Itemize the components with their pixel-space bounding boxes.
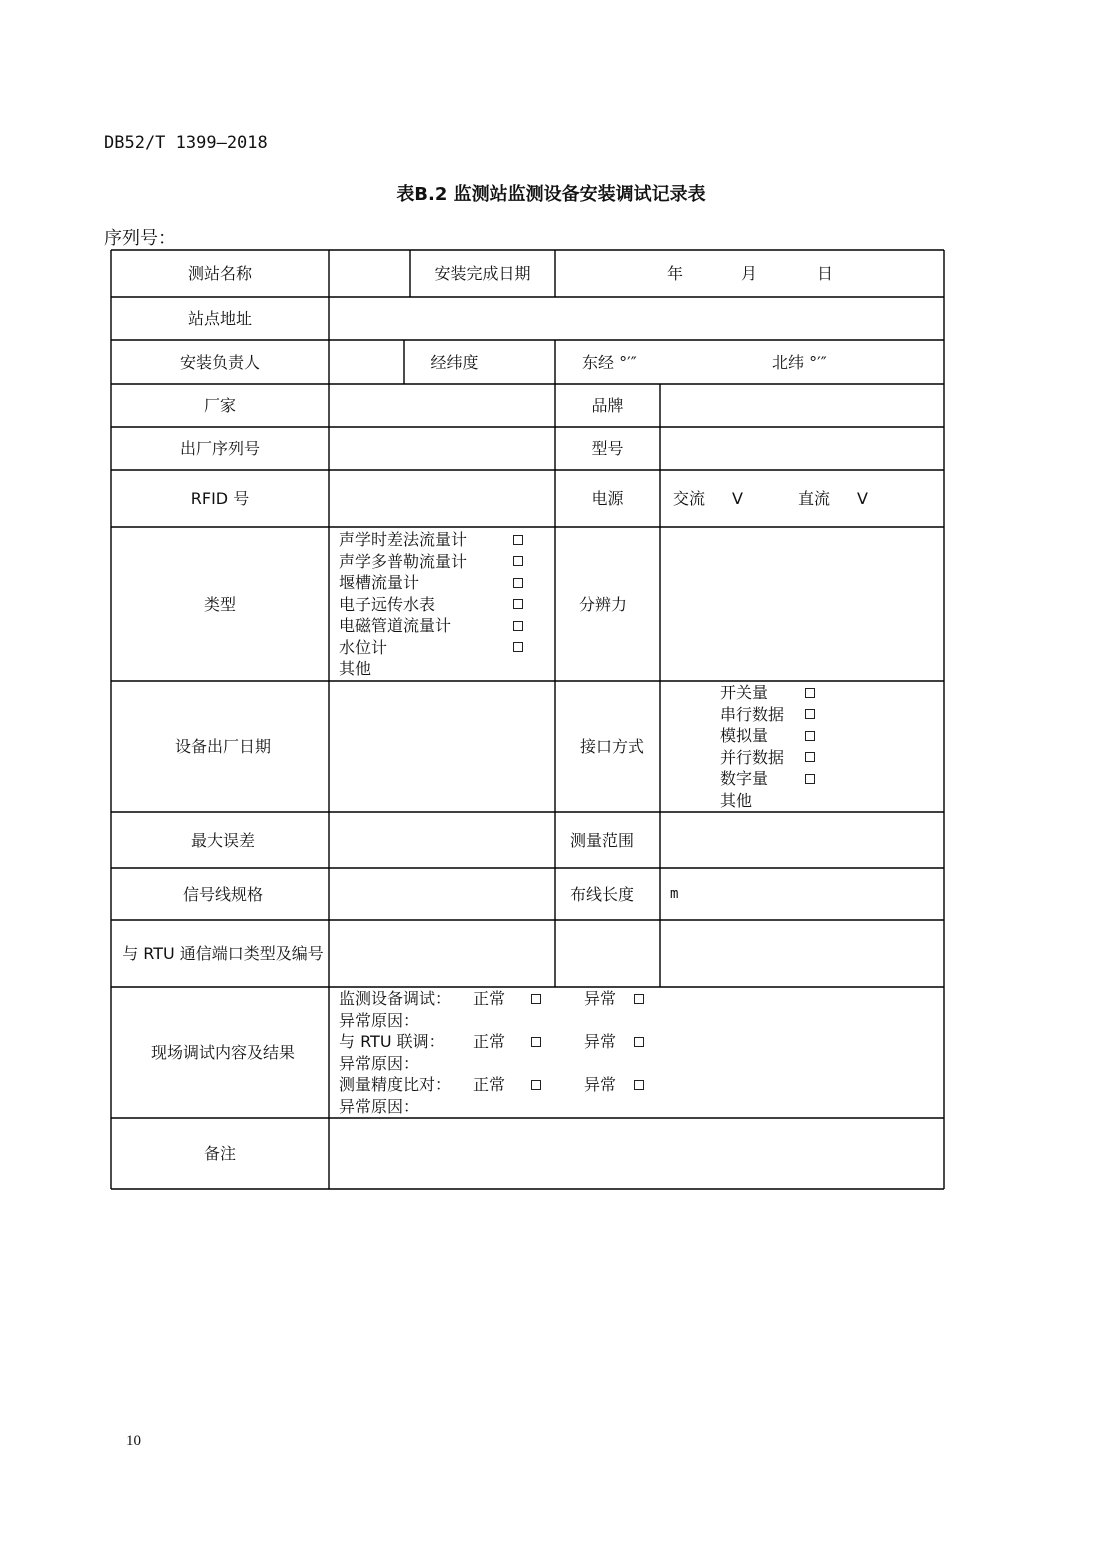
- option-label: 模拟量: [720, 726, 769, 746]
- checkbox[interactable]: [513, 535, 523, 545]
- east-longitude: 东经 °′″: [582, 352, 637, 372]
- option-label: 串行数据: [720, 704, 785, 724]
- page-number: 10: [126, 1433, 141, 1449]
- abnormal-checkbox[interactable]: [634, 1037, 644, 1047]
- measure-range-label: 测量范围: [569, 830, 634, 850]
- max-error-field[interactable]: [329, 812, 555, 868]
- checkbox[interactable]: [513, 556, 523, 566]
- station-name-label: 测站名称: [187, 264, 252, 283]
- option-label: 并行数据: [720, 747, 785, 767]
- option-label: 声学时差法流量计: [339, 530, 468, 549]
- type-option[interactable]: [339, 529, 523, 551]
- type-option[interactable]: [339, 550, 523, 572]
- interface-option[interactable]: [720, 682, 815, 704]
- wire-length-label: 布线长度: [569, 884, 634, 904]
- checkbox[interactable]: [513, 621, 523, 631]
- rtu-port-extra-field-2[interactable]: [660, 920, 944, 987]
- resolution-label: 分辨力: [578, 594, 627, 614]
- site-debug-label: 现场调试内容及结果: [150, 1043, 295, 1062]
- lat-lon-label: 经纬度: [430, 352, 479, 372]
- install-date-label: 安装完成日期: [434, 264, 531, 283]
- option-label: 开关量: [720, 683, 769, 703]
- interface-option[interactable]: [720, 704, 815, 726]
- type-option[interactable]: [339, 615, 523, 637]
- normal-checkbox[interactable]: [531, 1080, 541, 1090]
- debug-item-label: 测量精度比对：: [339, 1075, 452, 1095]
- resolution-field[interactable]: [660, 527, 944, 681]
- site-debug-results: [339, 987, 939, 1118]
- factory-date-label: 设备出厂日期: [174, 737, 271, 756]
- checkbox[interactable]: [513, 578, 523, 588]
- interface-label: 接口方式: [579, 737, 644, 756]
- standard-code: DB52/T 1399—2018: [104, 133, 268, 153]
- power-field[interactable]: [660, 470, 944, 527]
- serial-number-label: 序列号：: [104, 228, 176, 249]
- option-label: 电磁管道流量计: [339, 616, 452, 635]
- abnormal-reason-label: 异常原因：: [339, 1053, 420, 1073]
- option-label: 水位计: [339, 637, 388, 657]
- checkbox[interactable]: [513, 599, 523, 609]
- interface-option[interactable]: [720, 747, 815, 769]
- debug-item-accuracy: [339, 1074, 644, 1096]
- rfid-label: RFID 号: [190, 489, 250, 508]
- remarks-field[interactable]: [329, 1118, 944, 1189]
- option-label: 其他: [720, 790, 753, 810]
- max-error-label: 最大误差: [190, 830, 255, 850]
- type-option[interactable]: [339, 572, 523, 594]
- factory-serial-label: 出厂序列号: [179, 439, 260, 458]
- installer-label: 安装负责人: [179, 352, 260, 372]
- rtu-port-extra-field[interactable]: [555, 920, 660, 987]
- signal-spec-label: 信号线规格: [182, 884, 263, 904]
- factory-serial-field[interactable]: [329, 427, 555, 470]
- station-name-field[interactable]: [329, 250, 410, 297]
- debug-reason-row: [339, 1053, 419, 1075]
- normal-checkbox[interactable]: [531, 1037, 541, 1047]
- manufacturer-label: 厂家: [203, 396, 236, 415]
- measure-range-field[interactable]: [660, 812, 944, 868]
- rfid-field[interactable]: [329, 470, 555, 527]
- type-option-other[interactable]: [339, 658, 371, 680]
- abnormal-checkbox[interactable]: [634, 1080, 644, 1090]
- option-label: 声学多普勒流量计: [339, 551, 468, 571]
- ac-label: 交流: [673, 489, 706, 508]
- debug-reason-row: [339, 1096, 419, 1118]
- abnormal-label: 异常: [584, 989, 617, 1009]
- checkbox[interactable]: [513, 642, 523, 652]
- model-label: 型号: [591, 439, 624, 458]
- abnormal-label: 异常: [584, 1075, 617, 1095]
- checkbox[interactable]: [805, 688, 815, 698]
- wire-length-unit: m: [670, 885, 679, 902]
- site-address-field[interactable]: [329, 297, 944, 340]
- normal-label: 正常: [473, 989, 506, 1009]
- interface-option[interactable]: [720, 768, 815, 790]
- normal-label: 正常: [473, 1032, 506, 1052]
- abnormal-checkbox[interactable]: [634, 994, 644, 1004]
- remarks-label: 备注: [203, 1144, 236, 1163]
- brand-field[interactable]: [660, 384, 944, 427]
- date-month: 月: [741, 264, 758, 283]
- option-label: 电子远传水表: [339, 594, 436, 614]
- date-day: 日: [817, 264, 834, 283]
- manufacturer-field[interactable]: [329, 384, 555, 427]
- debug-item-label: 监测设备调试：: [339, 989, 452, 1009]
- brand-label: 品牌: [591, 396, 624, 415]
- option-label: 其他: [339, 659, 372, 678]
- debug-item-rtu: [339, 1031, 644, 1053]
- checkbox[interactable]: [805, 709, 815, 719]
- site-address-label: 站点地址: [187, 309, 252, 328]
- interface-option[interactable]: [720, 725, 815, 747]
- debug-item-label: 与 RTU 联调：: [339, 1032, 445, 1052]
- abnormal-reason-label: 异常原因：: [339, 1010, 420, 1030]
- type-option[interactable]: [339, 593, 523, 615]
- dc-label: 直流: [798, 489, 831, 508]
- checkbox[interactable]: [805, 731, 815, 741]
- model-field[interactable]: [660, 427, 944, 470]
- table-title: 表B.2 监测站监测设备安装调试记录表: [396, 184, 706, 205]
- rtu-port-label: 与 RTU 通信端口类型及编号: [122, 944, 324, 963]
- option-label: 数字量: [720, 769, 769, 789]
- interface-options: [720, 681, 940, 812]
- date-year: 年: [667, 264, 684, 283]
- normal-checkbox[interactable]: [531, 994, 541, 1004]
- normal-label: 正常: [473, 1075, 506, 1095]
- option-label: 堰槽流量计: [339, 573, 420, 592]
- type-label: 类型: [203, 594, 236, 614]
- checkbox[interactable]: [805, 774, 815, 784]
- factory-date-field[interactable]: [329, 681, 555, 812]
- power-label: 电源: [591, 489, 624, 508]
- debug-reason-row: [339, 1010, 419, 1032]
- interface-option-other[interactable]: [720, 790, 752, 812]
- lat-lon-field[interactable]: [555, 340, 944, 384]
- checkbox[interactable]: [805, 752, 815, 762]
- abnormal-reason-label: 异常原因：: [339, 1096, 420, 1116]
- ac-unit: V: [732, 489, 743, 508]
- abnormal-label: 异常: [584, 1032, 617, 1052]
- dc-unit: V: [857, 489, 868, 508]
- installer-field[interactable]: [329, 340, 404, 384]
- north-latitude: 北纬 °′″: [772, 352, 827, 372]
- install-date-field[interactable]: [555, 250, 944, 297]
- debug-item-device: [339, 988, 644, 1010]
- signal-spec-field[interactable]: [329, 868, 555, 920]
- wire-length-field[interactable]: [670, 868, 940, 920]
- type-option[interactable]: [339, 636, 523, 658]
- type-options: [339, 527, 549, 681]
- rtu-port-field[interactable]: [329, 920, 555, 987]
